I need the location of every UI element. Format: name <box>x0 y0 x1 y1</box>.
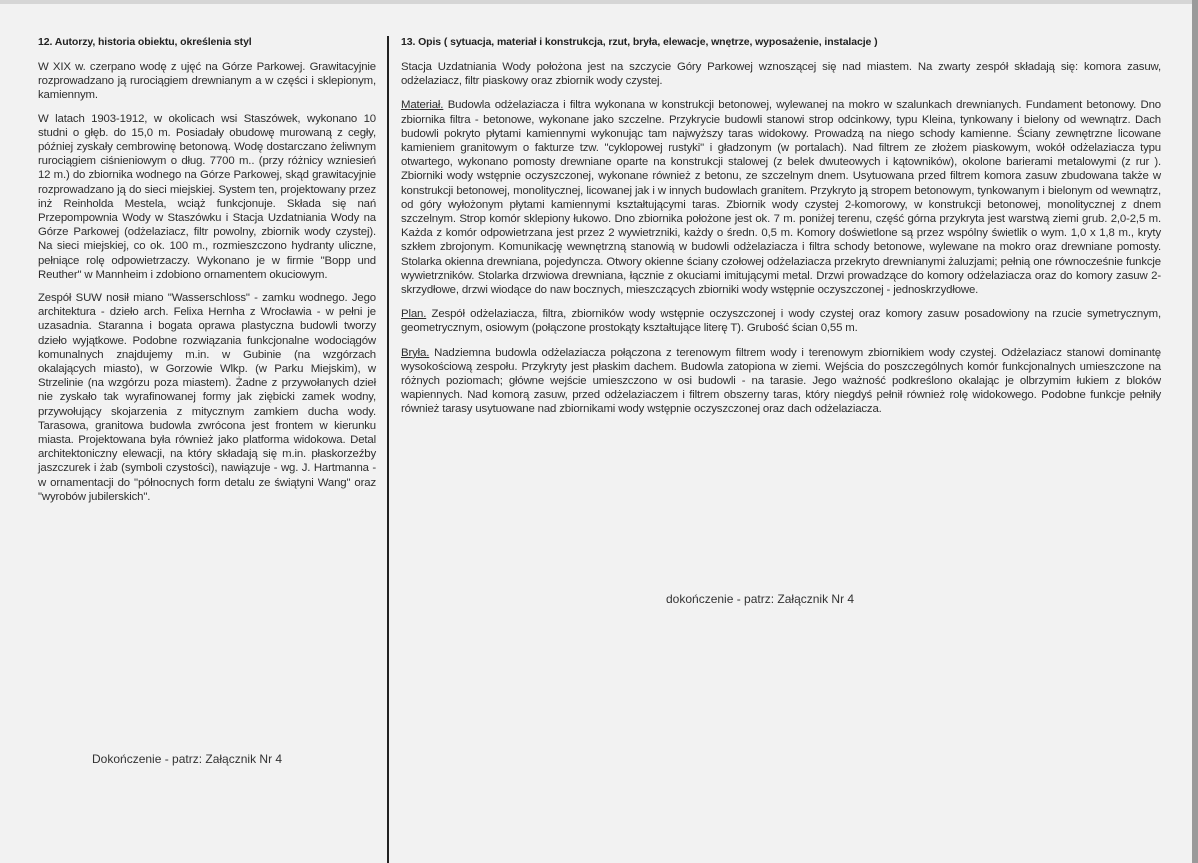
section-13-heading: 13. Opis ( sytuacja, materiał i konstrukcja, rzut, bryła, elewacje, wnętrze, wyposażenie, instalacje ) <box>401 36 878 48</box>
left-column <box>38 36 376 513</box>
plan-label: Plan. <box>401 308 427 321</box>
scan-edge-right <box>1192 0 1198 863</box>
left-paragraph: Zespół SUW nosił miano "Wasserschloss" - zamku wodnego. Jego architektura - dzieło arch. Felixa Hernha z Wrocławia - w pełni je uzasadnia. Staranna i bogata oprawa plastyczna budowli tworzy dzieło wyjątkowe. Podobne rozwiązania funkcjonalne wodociągów komunalnych znajdujemy m.in. w Gubinie (na wzgórzach okalających miasto), w Gorzowie Wlkp. (w Parku Miejskim), w Strzelinie (na wzgórzu poza miastem). Żadne z przywołanych dzieł nie zyskało tak wyrafinowanej formy jak ziębicki zamek wodny, przywołujący skojarzenia z mitycznym zamkiem ducha wody. Tarasowa, granitowa budowla zwrócona jest frontem w kierunku miasta. Projektowana była również jako platforma widokowa. Detal architektoniczny elewacji, na który składają się m.in. płaskorzeźby jaszczurek i żab (symboli czystości), nawiązuje - wg. J. Hartmanna - w ornamentacji do "północnych form detalu ze świątyni Wang" oraz "wyrobów jubilerskich". <box>38 292 376 503</box>
material-text: Budowla odżelaziacza i filtra wykonana w konstrukcji betonowej, wylewanej na mokro w szalunkach drewnianych. Fundament betonowy. Dno zbiornika filtra - betonowe, wykonane jako szczelne. Przykrycie budowli stanowi strop odcinkowy, typu Kleina, tynkowany i bielony od wewnątrz. Dach budowli pokryto płytami kamiennymi wykonując tam najwyższy taras widokowy. Prowadzą na niego schody kamienne. Ściany zewnętrzne licowane kamieniem granitowym o fakturze tzw. "cyklopowej rustyki" i gładzonym (w portalach). Nad filtrem ze złożem piaskowym, wokół odżelaziacza typu otwartego, wykonano pomosty drewniane oparte na konstrukcji stalowej (z belek dwuteowych i kątowników), okolone barierami metalowymi (z rur ). Zbiorniki wody wstępnie oczyszczonej, wykonane również z betonu, ze szczelnym dnem. Usytuowana przed filtrem komora zasuw zbudowana także w konstrukcji betonowej, monolitycznej, licowanej jak i w innych budowlach granitem. Przykryto ją stropem betonowym, tynkowanym i bielonym od wewnątrz, od góry wyłożonym płytami kamiennymi kształtującymi taras. Zbiornik wody czystej 2-komorowy, w konstrukcji betonowej, monolitycznej z dnem szczelnym. Strop komór sklepiony łukowo. Dno zbiornika położone jest ok. 7 m. poniżej terenu, część górna przykryta jest warstwą ziemi grub. 2,0-2,5 m. Każda z komór odpowietrzana jest przez 2 wywietrzniki, każdy o średn. 0,5 m. Komory doświetlone są przez wspólny świetlik o wym. 1,0 x 1,8 m., kryty szkłem zbrojonym. Komunikację wewnętrzną stanowią w budowli odżelaziacza i filtra schody betonowe, wylewane na mokro oraz drewniane pomosty. Stolarka okienna drewniana, pojedyncza. Otwory okienne ściany czołowej odżelaziacza przekryto drewnianymi żaluzjami; pełnią one równocześnie funkcje wywietrzników. Stolarka drzwiowa drewniana, łącznie z okuciami imitującymi metal. Drzwi prowadzące do komory odżelaziacza oraz do komory zasuw 2-skrzydłowe, drzwi wiodące do naw bocznych, mieszczących zbiorniki wody wstępnie oczyszczonej - jednoskrzydłowe. <box>401 99 1161 297</box>
column-divider <box>387 36 389 863</box>
intro-paragraph: Stacja Uzdatniania Wody położona jest na szczycie Góry Parkowej wznoszącej się nad miastem. Na zwarty zespół składają się: komora zasuw, odżelaziacz, filtr piaskowy oraz zbiornik wody czystej. <box>401 61 1161 88</box>
left-continuation-note: Dokończenie - patrz: Załącznik Nr 4 <box>92 752 283 766</box>
scan-edge-top <box>0 0 1198 4</box>
right-column <box>401 36 1161 427</box>
bryla-paragraph <box>401 346 1161 417</box>
material-paragraph <box>401 98 1161 297</box>
section-12-heading: 12. Autorzy, historia obiektu, określenia styl <box>38 36 252 48</box>
left-paragraph: W latach 1903-1912, w okolicach wsi Staszówek, wykonano 10 studni o głęb. do 15,0 m. Posiadały obudowę murowaną z cegły, później zyskały cembrowinę betonową. Wodę dostarczano żeliwnym rurociągiem ciśnieniowym o dług. 7700 m.. (przy różnicy wzniesień 12 m.) do zbiornika wodnego na Górze Parkowej, skąd grawitacyjnie rozprowadzano ją do sieci miejskiej. System ten, projektowany przez inż Reinholda Mestela, wciąż funkcjonuje. Składa się nań Przepompownia Wody w Staszówku i Stacja Uzdatniania Wody na Górze Parkowej (odżelaziacz, filtr powolny, zbiornik wody czystej). Na sieci miejskiej, co ok. 100 m., rozmieszczono hydranty uliczne, pełniące rolę odpowietrzaczy. Wykonano je w firmie "Bopp und Reuther" w Mannheim i zdobiono ornamentem okuciowym. <box>38 112 376 281</box>
plan-text: Zespół odżelaziacza, filtra, zbiorników wody wstępnie oczyszczonej i wody czystej oraz komory zasuw posadowiony na rzucie symetrycznym, geometrycznym, osiowym (połączone prostokąty kształtujące literę T). Grubość ścian 0,55 m. <box>401 308 1161 335</box>
material-label: Materiał. <box>401 99 444 112</box>
right-continuation-note: dokończenie - patrz: Załącznik Nr 4 <box>666 592 855 606</box>
bryla-label: Bryła. <box>401 346 430 359</box>
left-paragraph: W XIX w. czerpano wodę z ujęć na Górze Parkowej. Grawitacyjnie rozprowadzano ją rurociągiem drewnianym a w części i sklepionym, kamiennym. <box>38 61 376 102</box>
bryla-text: Nadziemna budowla odżelaziacza połączona z terenowym filtrem wody i terenowym zbiornikiem wody czystej. Odżelaziacz stanowi dominantę wysokościową zespołu. Przykryty jest płaskim dachem. Budowla zatopiona w ziemi. Wejścia do poszczególnych komór funkcjonalnych umieszczone na różnych poziomach; główne wejście umieszczono w osi budowli - na tarasie. Jego ważność podkreślono okalając je olbrzymim łukiem z bloków wapiennych. Nad komorą zasuw, przed odżelaziaczem i filtrem obszerny taras, który niegdyś pełnił również rolę widokowego. Podobne funkcje pełniły również tarasy usytuowane nad zbiornikami wody wstępnie oczyszczonej oraz dach odżelaziacza. <box>401 346 1161 416</box>
plan-paragraph <box>401 307 1161 335</box>
